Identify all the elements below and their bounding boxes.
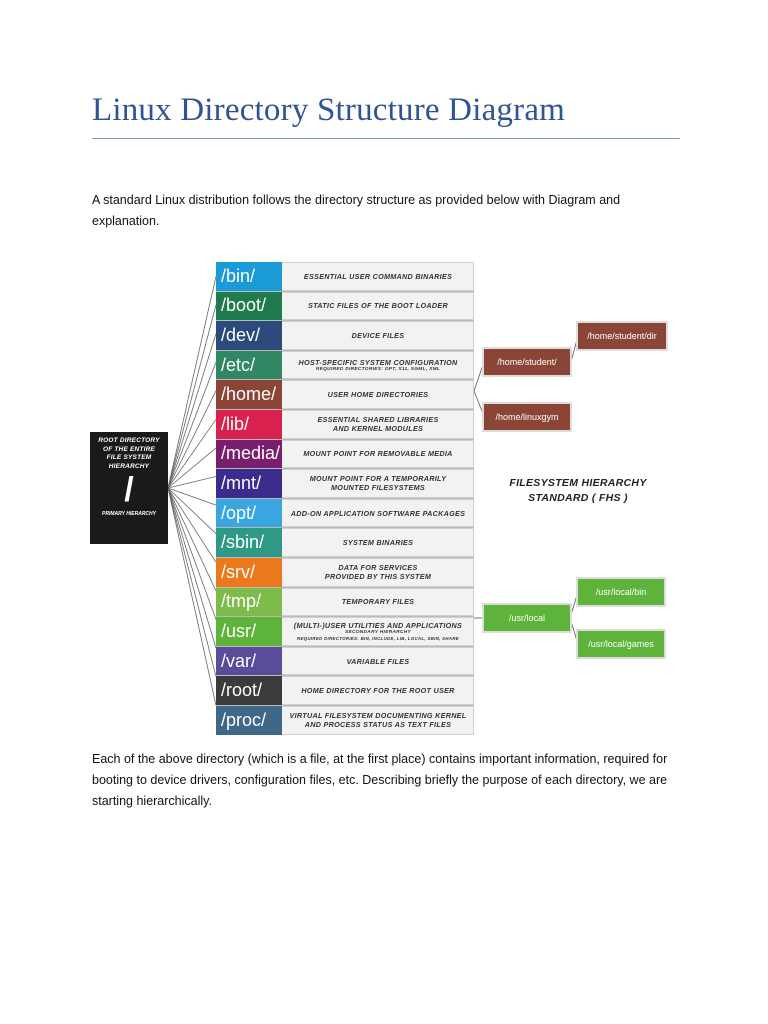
root-label-line2: OF THE ENTIRE <box>102 445 156 453</box>
description-line: SYSTEM BINARIES <box>342 538 414 548</box>
directory-row <box>216 468 474 498</box>
home-student-dir-box: /home/student/dir <box>578 323 666 349</box>
directory-row <box>216 379 474 409</box>
directory-name: /mnt/ <box>216 469 282 498</box>
directory-description <box>282 657 474 666</box>
directory-description <box>282 331 474 340</box>
root-label-line3: FILE SYSTEM <box>106 454 152 461</box>
directory-name: /bin/ <box>216 262 282 291</box>
directory-row <box>216 587 474 617</box>
directory-description <box>282 563 474 581</box>
directory-list <box>216 262 474 735</box>
description-line: ESSENTIAL SHARED LIBRARIES <box>317 415 439 425</box>
outro-paragraph: Each of the above directory (which is a file, at the first place) contains important information, required for booting to device drivers, configuration files, etc. Describing briefly the purpose of each directory, we are starting hierarchically. <box>92 752 668 808</box>
directory-name: /root/ <box>216 676 282 705</box>
directory-description <box>282 538 474 547</box>
directory-row <box>216 527 474 557</box>
root-label-line1: ROOT DIRECTORY <box>98 437 160 444</box>
description-line: ADD-ON APPLICATION SOFTWARE PACKAGES <box>290 508 466 518</box>
directory-description <box>282 449 474 458</box>
directory-description <box>282 358 474 373</box>
directory-row <box>216 705 474 735</box>
fan-connector <box>168 488 216 705</box>
directory-name: /media/ <box>216 440 282 469</box>
directory-name: /tmp/ <box>216 588 282 617</box>
fan-connector <box>168 305 216 488</box>
usr-local-games-box: /usr/local/games <box>578 631 664 657</box>
directory-name: /proc/ <box>216 706 282 735</box>
root-label-line4: HIERARCHY <box>108 462 150 470</box>
description-line: STATIC FILES OF THE BOOT LOADER <box>308 301 448 311</box>
fan-connector <box>168 391 216 488</box>
directory-name: /home/ <box>216 380 282 409</box>
directory-description <box>282 686 474 695</box>
fan-connector <box>168 488 216 677</box>
description-line: TEMPORARY FILES <box>341 597 415 607</box>
description-line-2: PROVIDED BY THIS SYSTEM <box>324 572 432 582</box>
directory-row <box>216 616 474 646</box>
description-subline: REQUIRED DIRECTORIES: OPT, X11, SGML, XML <box>315 366 441 372</box>
directory-row <box>216 675 474 705</box>
directory-name: /srv/ <box>216 558 282 587</box>
page-title: Linux Directory Structure Diagram <box>92 92 566 128</box>
directory-row <box>216 439 474 469</box>
fhs-line2: STANDARD ( FHS ) <box>528 492 628 504</box>
description-line-2: AND PROCESS STATUS AS TEXT FILES <box>304 720 452 730</box>
directory-name: /boot/ <box>216 292 282 321</box>
directory-row <box>216 498 474 528</box>
directory-description <box>282 474 474 492</box>
directory-name: /etc/ <box>216 351 282 380</box>
fan-connector <box>168 488 216 562</box>
directory-description <box>282 509 474 518</box>
intro-paragraph: A standard Linux distribution follows the directory structure as provided below with Diagram and explanation. <box>92 193 621 228</box>
root-directory-box <box>90 432 168 544</box>
directory-description <box>282 301 474 310</box>
directory-row <box>216 320 474 350</box>
directory-name: /var/ <box>216 647 282 676</box>
home-student-box: /home/student/ <box>484 349 570 375</box>
description-line: DATA FOR SERVICES <box>338 563 418 573</box>
description-subline-2: REQUIRED DIRECTORIES: BIN, INCLUDE, LIB, LOCAL, SBIN, SHARE <box>296 636 460 642</box>
directory-row <box>216 291 474 321</box>
description-line: MOUNT POINT FOR REMOVABLE MEDIA <box>303 449 453 459</box>
directory-diagram <box>90 256 690 730</box>
description-line: MOUNT POINT FOR A TEMPORARILY <box>309 474 447 484</box>
description-line: HOME DIRECTORY FOR THE ROOT USER <box>301 686 455 696</box>
description-subline: SECONDARY HIERARCHY <box>344 630 412 636</box>
fan-connector <box>168 488 216 591</box>
fan-connector <box>168 488 216 620</box>
description-line: HOST-SPECIFIC SYSTEM CONFIGURATION <box>298 357 458 367</box>
root-slash: / <box>124 471 134 509</box>
fan-connector <box>168 276 216 488</box>
directory-description <box>282 621 474 642</box>
description-line: DEVICE FILES <box>351 330 405 340</box>
fhs-line1: FILESYSTEM HIERARCHY <box>509 477 647 489</box>
fan-connector <box>168 488 216 648</box>
directory-description <box>282 390 474 399</box>
directory-description <box>282 597 474 606</box>
description-line: VARIABLE FILES <box>346 656 410 666</box>
directory-name: /lib/ <box>216 410 282 439</box>
directory-name: /usr/ <box>216 617 282 646</box>
description-line: VIRTUAL FILESYSTEM DOCUMENTING KERNEL <box>289 711 467 721</box>
home-linuxgym-box: /home/linuxgym <box>484 404 570 430</box>
usr-local-box: /usr/local <box>484 605 570 631</box>
description-line-2: MOUNTED FILESYSTEMS <box>331 483 425 493</box>
directory-description <box>282 415 474 433</box>
directory-row <box>216 350 474 380</box>
directory-description <box>282 711 474 729</box>
directory-name: /opt/ <box>216 499 282 528</box>
description-line: USER HOME DIRECTORIES <box>327 390 429 400</box>
directory-description <box>282 272 474 281</box>
fan-connector <box>168 334 216 489</box>
directory-row <box>216 409 474 439</box>
directory-row <box>216 262 474 291</box>
usr-local-bin-box: /usr/local/bin <box>578 579 664 605</box>
directory-row <box>216 557 474 587</box>
directory-name: /sbin/ <box>216 528 282 557</box>
description-line: ESSENTIAL USER COMMAND BINARIES <box>303 271 453 281</box>
fhs-label <box>498 476 658 506</box>
title-divider <box>92 138 680 139</box>
description-line-2: AND KERNEL MODULES <box>332 424 424 434</box>
primary-hierarchy-caption: PRIMARY HIERARCHY <box>102 511 156 517</box>
description-line: (MULTI-)USER UTILITIES AND APPLICATIONS <box>293 621 463 631</box>
directory-name: /dev/ <box>216 321 282 350</box>
directory-row <box>216 646 474 676</box>
